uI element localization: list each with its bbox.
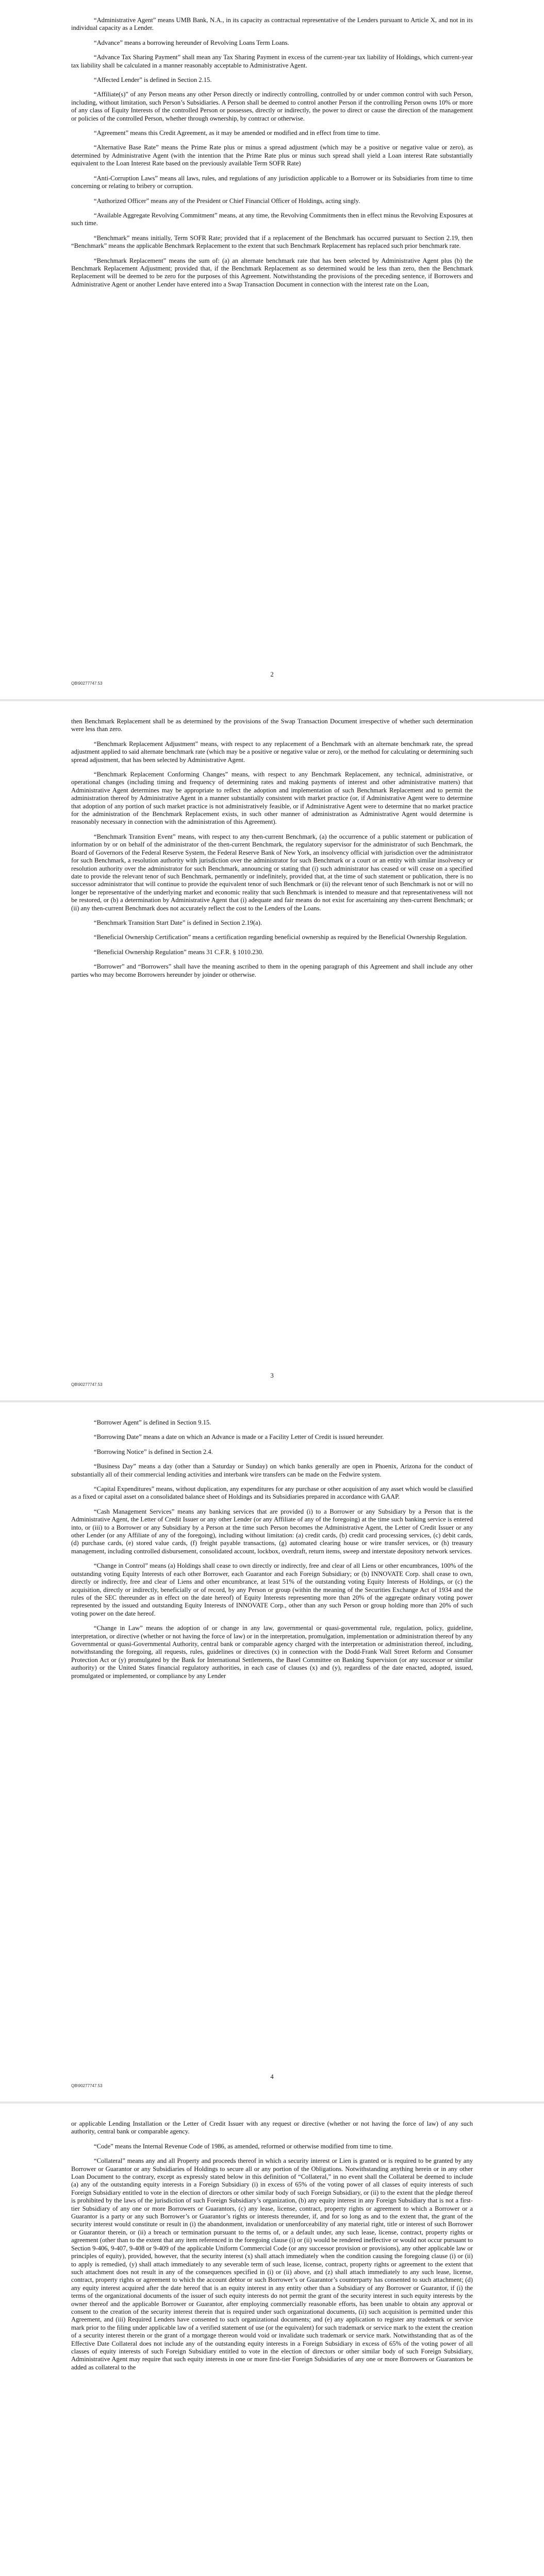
continuation-paragraph: then Benchmark Replacement shall be as determined by the provisions of the Swap Transaction Document irrespective of whether such determination were less than zero. [71, 718, 473, 733]
definition-paragraph: “Borrowing Date” means a date on which an Advance is made or a Facility Letter of Credit is issued hereunder. [94, 1433, 384, 1441]
definition-paragraph: “Beneficial Ownership Regulation” means 31 C.F.R. § 1010.230. [94, 948, 264, 956]
page-number: 3 [270, 1372, 274, 1379]
page-number: 2 [270, 671, 274, 678]
definition-paragraph: “Benchmark” means initially, Term SOFR Rate; provided that if a replacement of the Benchmark has occurred pursuant to Section 2.19, then “Benchmark” means the applicable Benchmark Replacement to the extent that such Benchmark Replacement has replaced such prior benchmark rate. [71, 234, 473, 250]
definition-paragraph: “Available Aggregate Revolving Commitment” means, at any time, the Revolving Commitments then in effect minus the Revolving Exposures at such time. [71, 211, 473, 227]
definition-paragraph: “Authorized Officer” means any of the President or Chief Financial Officer of Holdings, acting singly. [94, 197, 360, 205]
definition-paragraph: “Code” means the Internal Revenue Code of 1986, as amended, reformed or otherwise modified from time to time. [94, 2142, 393, 2150]
definition-paragraph: “Benchmark Transition Start Date” is defined in Section 2.19(a). [94, 919, 262, 926]
definition-paragraph: “Change in Law” means the adoption of or change in any law, governmental or quasi-governmental rule, regulation, policy, guideline, interpretation, or directive (whether or not having the force of law) or in the interpretation, promulgation, implementation or administration thereof by any Governmental or quasi-Governmental Authority, central bank or comparable agency charged with the interpretation or administration thereof, including, notwithstanding the foregoing, all requests, rules, guidelines or directives (x) in connection with the Dodd-Frank Wall Street Reform and Consumer Protection Act or (y) promulgated by the Bank for International Settlements, the Basel Committee on Banking Supervision (or any successor or similar authority) or the United States financial regulatory authorities, in each case of clauses (x) and (y), regardless of the date enacted, adopted, issued, promulgated or implemented, or compliance by any Lender [71, 1624, 473, 1680]
definition-paragraph: “Benchmark Replacement Adjustment” means, with respect to any replacement of a Benchmark with an alternate benchmark rate, the spread adjustment applied to said alternate benchmark rate (which may be a positive or negative value or zero), or the method for calculating or determining such spread adjustment, that has been selected by Administrative Agent. [71, 740, 473, 764]
document-id: QB\90277747.53 [71, 1382, 103, 1387]
definition-paragraph: “Administrative Agent” means UMB Bank, N.A., in its capacity as contractual representative of the Lenders pursuant to Article X, and not in its individual capacity as a Lender. [71, 16, 473, 32]
definition-paragraph: “Benchmark Replacement” means the sum of: (a) an alternate benchmark rate that has been selected by Administrative Agent plus (b) the Benchmark Replacement Adjustment; provided that, if the Benchmark Replacement as so determined would be less than zero, then the Benchmark Replacement will be deemed to be zero for the purposes of this Agreement. Notwithstanding the provisions of the preceding sentence, if Borrowers and Administrative Agent or another Lender have entered into a Swap Transaction Document in connection with the interest rate on the Loan, [71, 257, 473, 288]
definition-paragraph: “Benchmark Replacement Conforming Changes” means, with respect to any Benchmark Replacement, any technical, administrative, or operational changes (including timing and frequency of determining rates and making payments of interest and other administrative matters) that Administrative Agent determines may be appropriate to reflect the adoption and implementation of such Benchmark Replacement and to permit the administration thereof by Administrative Agent in a manner substantially consistent with market practice (or, if Administrative Agent were to determine that adoption of any portion of such market practice is not administratively feasible, or if Administrative Agent were to determine that no market practice for the administration of the Benchmark Replacement exists, in such other manner of administration as Administrative Agent would determine is reasonably necessary in connection with the administration of this Agreement). [71, 771, 473, 826]
definition-paragraph: “Benchmark Transition Event” means, with respect to any then-current Benchmark, (a) the occurrence of a public statement or publication of information by or on behalf of the administrator of the then-current Benchmark, the regulatory supervisor for the administrator of such Benchmark, the Board of Governors of the Federal Reserve System, the Federal Reserve Bank of New York, an insolvency official with jurisdiction over the administrator for such Benchmark, a resolution authority with jurisdiction over the administrator for such Benchmark or a court or an entity with similar insolvency or resolution authority over the administrator for such Benchmark, announcing or stating that (i) such administrator has ceased or will cease on a specified date to provide the relevant tenor of such Benchmark, permanently or indefinitely, provided that, at the time of such statement or publication, there is no successor administrator that will continue to provide the equivalent tenor of such Benchmark or (ii) the relevant tenor of such Benchmark is not or will no longer be representative of the underlying market and economic reality that such Benchmark is intended to measure and that representativeness will not be restored, or (b) a determination by Administrative Agent that (i) adequate and fair means do not exist for ascertaining any then-current Benchmark; or (ii) any then-current Benchmark does not accurately reflect the cost to the Lenders of the Loans. [71, 833, 473, 912]
document-page [0, 701, 544, 1400]
page-number: 4 [270, 2073, 274, 2080]
definition-paragraph: “Cash Management Services” means any banking services that are provided (i) to a Borrower or any Subsidiary by a Person that is the Administrative Agent, the Letter of Credit Issuer or any other Lender (or any Affiliate of any of the foregoing) at the time such banking service is entered into, or (iii) to a Borrower or any Subsidiary by a Person at the time such Person becomes the Administrative Agent, the Letter of Credit Issuer or any other Lender (or any Affiliate of any of the foregoing), including without limitation: (a) credit cards, (b) credit card processing services, (c) debit cards, (d) purchase cards, (e) stored value cards, (f) freight payable transactions, (g) automated clearing house or wire transfer services, or (h) treasury management, including controlled disbursement, consolidated account, lockbox, overdraft, return items, sweep and interstate depository network services. [71, 1507, 473, 1555]
definition-paragraph: “Advance” means a borrowing hereunder of Revolving Loans Term Loans. [94, 39, 289, 46]
definition-paragraph: “Change in Control” means (a) Holdings shall cease to own directly or indirectly, free and clear of all Liens or other encumbrances, 100% of the outstanding voting Equity Interests of each other Borrower, each Guarantor and each Foreign Subsidiary; or (b) INNOVATE Corp. shall cease to own, directly or indirectly, free and clear of Liens and other encumbrance, at least 51% of the outstanding voting Equity Interests of Holdings, or (c) the acquisition, directly or indirectly, beneficially or of record, by any Person or group (within the meaning of the Securities Exchange Act of 1934 and the rules of the SEC thereunder as in effect on the date hereof) of Equity Interests representing more than 20% of the aggregate ordinary voting power represented by the issued and outstanding Equity Interests of INNOVATE Corp., other than any such Person or group holding more than 20% of such voting power on the date hereof. [71, 1562, 473, 1617]
document-id: QB\90277747.53 [71, 2083, 103, 2088]
document-id: QB\90277747.53 [71, 681, 103, 686]
definition-paragraph: “Anti-Corruption Laws” means all laws, rules, and regulations of any jurisdiction applicable to a Borrower or its Subsidiaries from time to time concerning or relating to bribery or corruption. [71, 174, 473, 190]
definition-paragraph: “Borrowing Notice” is defined in Section 2.4. [94, 1448, 213, 1455]
definition-paragraph: “Alternative Base Rate” means the Prime Rate plus or minus a spread adjustment (which may be a positive or negative value or zero), as determined by Administrative Agent (with the intention that the Prime Rate plus or minus such spread shall yield a Loan interest Rate substantially equivalent to the Loan Interest Rate based on the previously available Term SOFR Rate) [71, 144, 473, 167]
definition-paragraph: “Borrower” and “Borrowers” shall have the meaning ascribed to them in the opening paragraph of this Agreement and shall include any other parties who may become Borrowers hereunder by joinder or otherwise. [71, 963, 473, 978]
definition-paragraph: “Business Day” means a day (other than a Saturday or Sunday) on which banks generally are open in Phoenix, Arizona for the conduct of substantially all of their commercial lending activities and interbank wire transfers can be made on the Fedwire system. [71, 1463, 473, 1478]
definition-paragraph: “Agreement” means this Credit Agreement, as it may be amended or modified and in effect from time to time. [94, 129, 381, 137]
definition-paragraph: “Affected Lender” is defined in Section 2.15. [94, 76, 212, 84]
definition-paragraph: “Capital Expenditures” means, without duplication, any expenditures for any purchase or other acquisition of any asset which would be classified as a fixed or capital asset on a consolidated balance sheet of Holdings and its Subsidiaries prepared in accordance with GAAP. [71, 1485, 473, 1501]
definition-paragraph: “Affiliate(s)” of any Person means any other Person directly or indirectly controlling, controlled by or under common control with such Person, including, without limitation, such Person’s Subsidiaries. A Person shall be deemed to control another Person if the controlling Person owns 10% or more of any class of Equity Interests of the controlled Person or possesses, directly or indirectly, the power to direct or cause the direction of the management or policies of the controlled Person, whether through ownership, by contract or otherwise. [71, 91, 473, 122]
document-page [0, 2104, 544, 2576]
definition-paragraph: “Borrower Agent” is defined in Section 9.15. [94, 1419, 211, 1426]
definition-paragraph: “Advance Tax Sharing Payment” shall mean any Tax Sharing Payment in excess of the current-year tax liability of Holdings, which current-year tax liability shall be calculated in a manner reasonably acceptable to Administrative Agent. [71, 54, 473, 69]
document-page [0, 0, 544, 699]
continuation-paragraph: or applicable Lending Installation or the Letter of Credit Issuer with any request or directive (whether or not having the force of law) of any such authority, central bank or comparable agency. [71, 2120, 473, 2136]
document-page [0, 1402, 544, 2102]
definition-paragraph: “Beneficial Ownership Certification” means a certification regarding beneficial ownership as required by the Beneficial Ownership Regulation. [94, 934, 467, 941]
definition-paragraph: “Collateral” means any and all Property and proceeds thereof in which a security interest or Lien is granted or is required to be granted by any Borrower or Guarantor or any Subsidiaries of Holdings to secure all or any portion of the Obligations. Notwithstanding anything herein or in any other Loan Document to the contrary, except as expressly stated below in this definition of “Collateral,” in no event shall the Collateral be deemed to include (a) any of the outstanding equity interests in a Foreign Subsidiary (i) in excess of 65% of the voting power of all classes of equity interests of such Foreign Subsidiary entitled to vote in the election of directors or other similar body of such Foreign Subsidiary, or (ii) to the extent that the pledge thereof is prohibited by the laws of the jurisdiction of such Foreign Subsidiary’s organization, (b) any equity interest in any Foreign Subsidiary that is not a first-tier Subsidiary of any one or more Borrowers or Guarantors, (c) any lease, license, contract, property rights or agreement to which a Borrower or a Guarantor is a party or any such Borrower’s or Guarantor’s rights or interests thereunder, if, and for so long as and to the extent that, the grant of the security interest would constitute or result in (i) the abandonment, invalidation or unenforceability of any material right, title or interest of such Borrower or Guarantor therein, or (ii) a breach or termination pursuant to the terms of, or a default under, any such lease, license, contract, property rights or agreement (other than to the extent that any item referenced in the foregoing clause (i) or (ii) would be rendered ineffective or would not occur pursuant to Section 9-406, 9-407, 9-408 or 9-409 of the applicable Uniform Commercial Code (or any successor provision or provisions), any other applicable law or principles of equity), provided, however, that the security interest (x) shall attach immediately when the condition causing the foregoing clause (i) or (ii) to apply is remedied, (y) shall attach immediately to any severable term of such lease, license, contract, property rights or agreement to the extent that such attachment does not result in any of the consequences specified in (i) or (ii) above, and (z) shall attach immediately to any such lease, license, contract, property rights or agreement to which the account debtor or such Borrower’s or Guarantor’s counterparty has consented to such attachment; (d) any equity interest acquired after the date hereof that is an equity interest in any entity other than a Subsidiary of any Borrower or Guarantor, if (i) the terms of the organizational documents of the issuer of such equity interests do not permit the grant of the security interest in such equity interests by the owner thereof and the applicable Borrower or Guarantor, after employing commercially reasonable efforts, has been unable to obtain any approval or consent to the creation of the security interest therein that is required under such organizational documents, (ii) such acquisition is permitted under this Agreement, and (iii) Required Lenders have consented to such organizational documents; and (e) any application to register any trademark or service mark prior to the filing under applicable law of a verified statement of use (or the equivalent) for such trademark or service mark to the extent the creation of a security interest therein or the grant of a mortgage thereon would void or invalidate such trademark or service mark. Notwithstanding that as of the Effective Date Collateral does not include any of the outstanding equity interests in a Foreign Subsidiary in excess of 65% of the voting power of all classes of equity interests of such Foreign Subsidiary entitled to vote in the election of directors or other similar body of such Foreign Subsidiary, Administrative Agent may require that such equity interests in one or more first-tier Foreign Subsidiaries of any one or more Borrowers or Guarantors be added as collateral to the [71, 2157, 473, 2371]
